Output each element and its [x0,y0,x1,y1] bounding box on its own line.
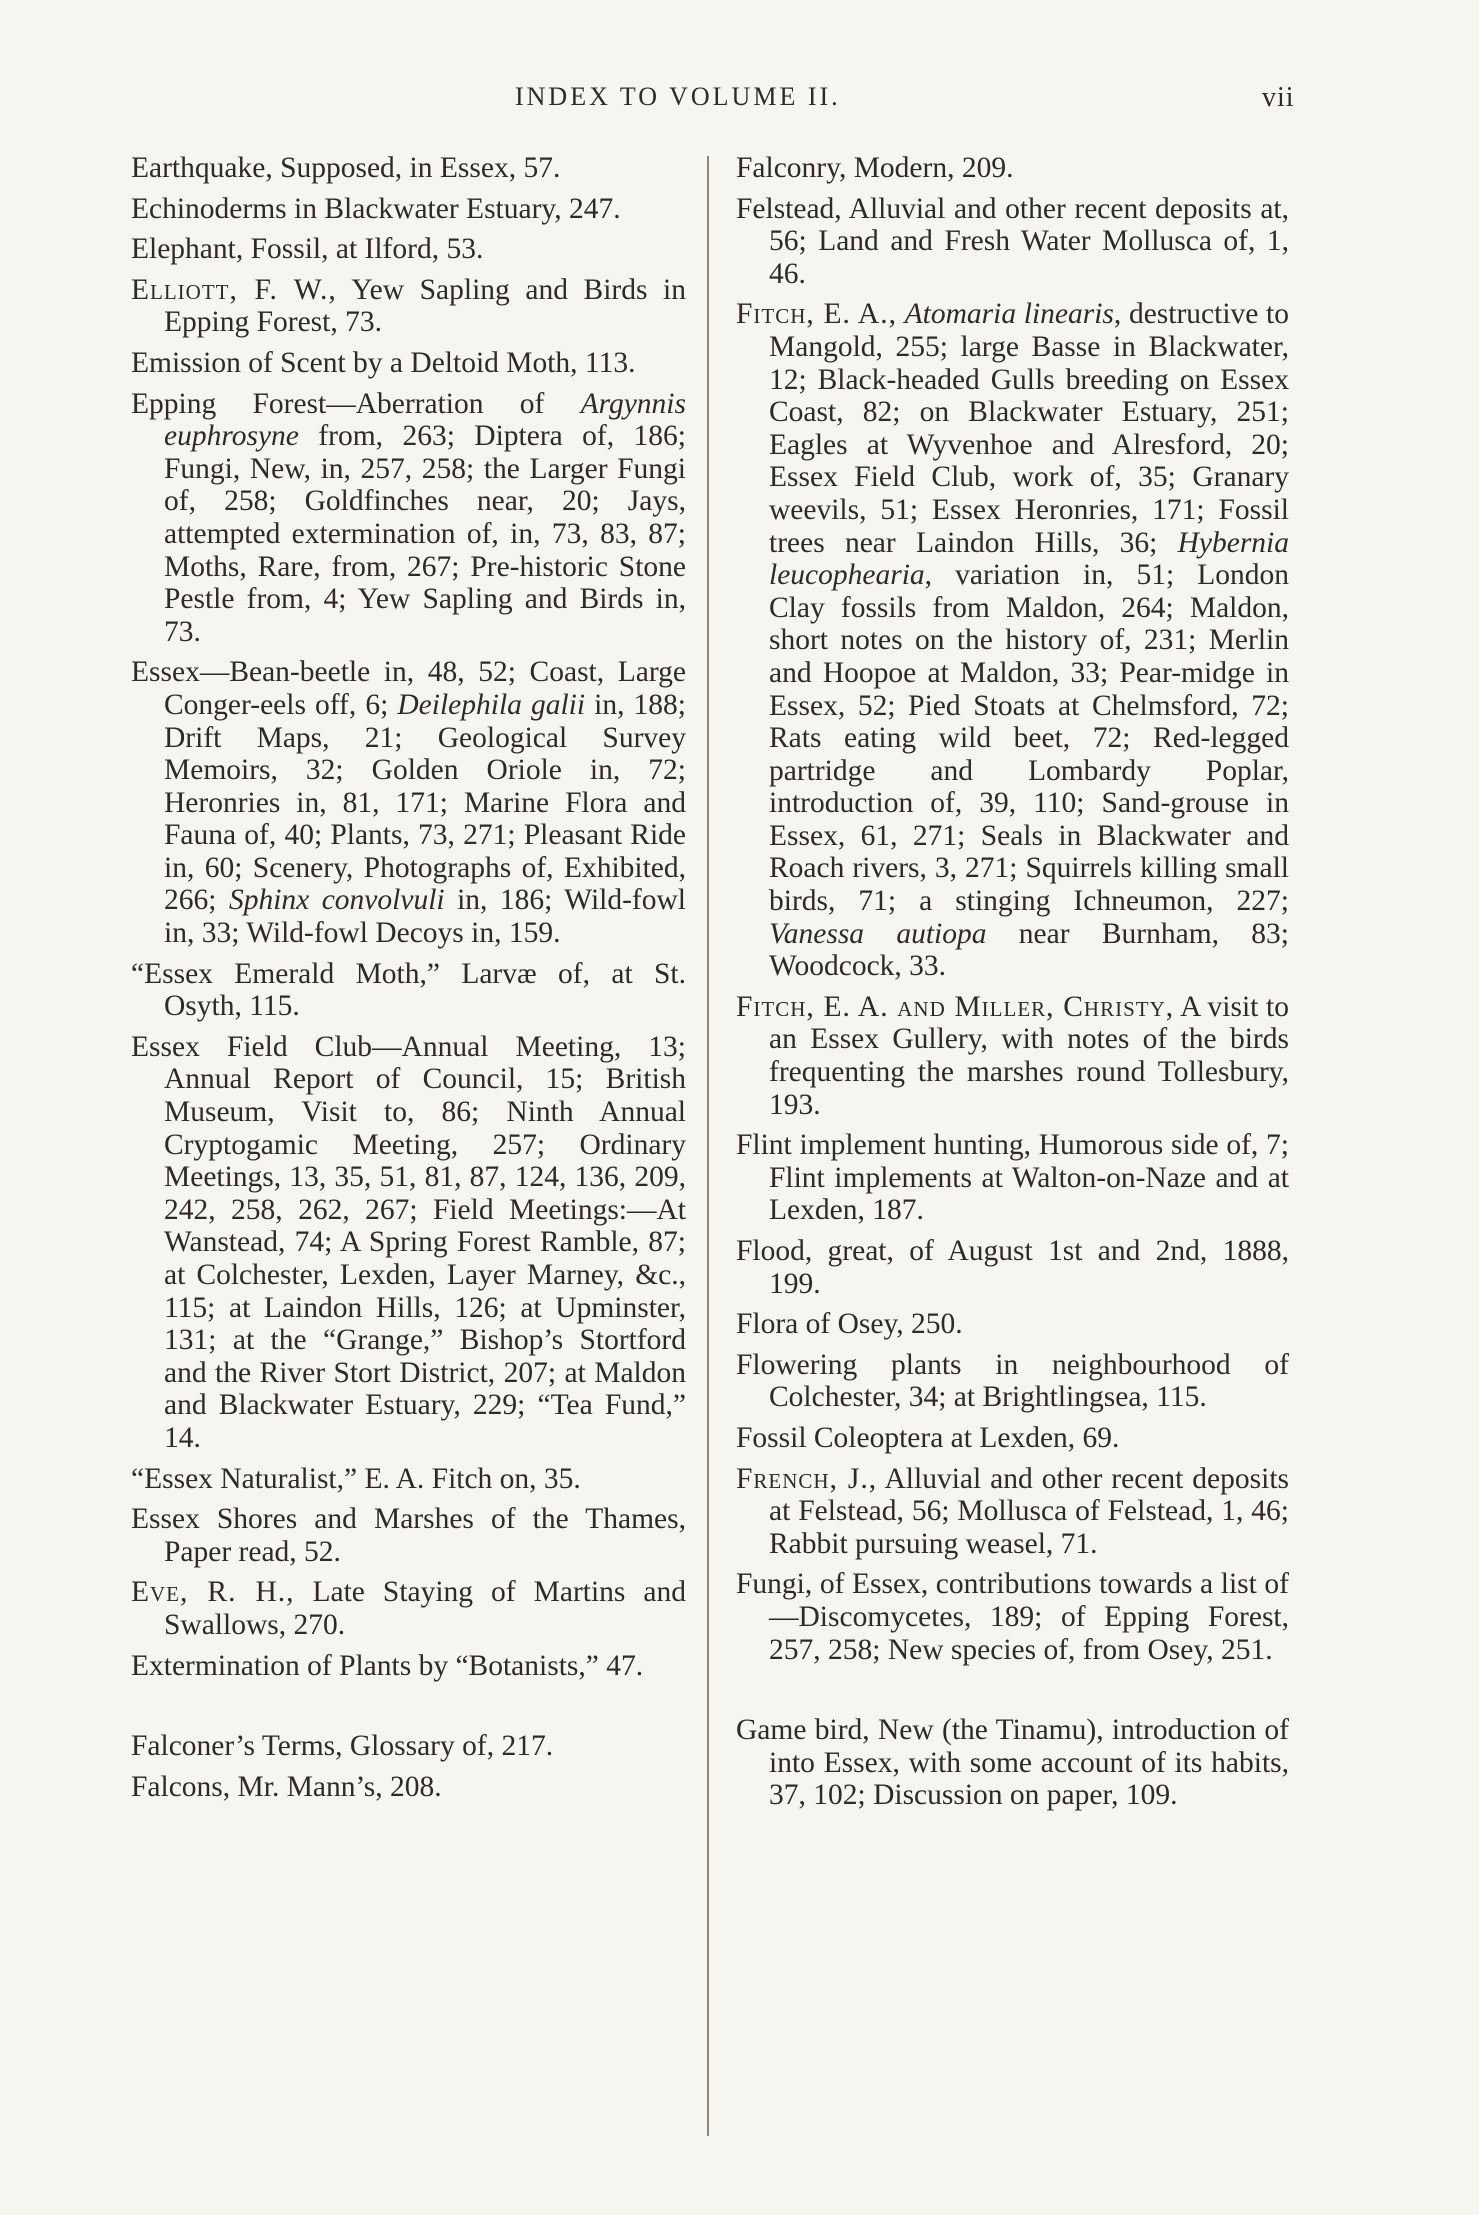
taxon-name: Atomaria linearis [904,298,1114,331]
author-name: Fitch, E. A. and Miller, Christy, [736,990,1175,1023]
taxon-name: Hybernia leucophearia [769,526,1289,592]
taxon-name: Vanessa autiopa [769,917,987,950]
index-column-left [131,152,686,1811]
author-name: French, J., [736,1462,878,1495]
index-entry-fungi: Fungi, of Essex, contributions towards a list of—Discomycetes, 189; of Epping Forest, 257, 258; New species of, from Osey, 251. [736,1568,1289,1666]
index-entry-falconers-terms: Falconer’s Terms, Glossary of, 217. [131,1730,554,1763]
letter-section-break [131,1690,686,1730]
taxon-name: Argynnis euphrosyne [164,387,686,453]
index-entry-elephant: Elephant, Fossil, at Ilford, 53. [131,233,484,266]
running-title: INDEX TO VOLUME II. [515,82,841,111]
index-entry-earthquake: Earthquake, Supposed, in Essex, 57. [131,152,561,184]
index-entry-fossil-coleoptera: Fossil Coleoptera at Lexden, 69. [736,1421,1120,1454]
index-entry-epping-forest: Epping Forest—Aberration of Argynnis euphrosyne from, 263; Diptera of, 186; Fungi, New, in, 257, 258; the Larger Fungi of, 258; Goldfinches near, 20; Jays, attempted extermination of, in, 73, 83, 87; Moths, Rare, from, 267; Pre-historic Stone Pestle from, 4; Yew Sapling and Birds in, 73. [131,387,686,648]
index-entry-game-bird: Game bird, New (the Tinamu), introduction of into Essex, with some account of its habits, 37, 102; Discussion on paper, 109. [736,1714,1289,1812]
index-entry-flood: Flood, great, of August 1st and 2nd, 1888, 199. [736,1235,1289,1300]
index-column-right [736,152,1289,1820]
index-entry-echinoderms: Echinoderms in Blackwater Estuary, 247. [131,192,621,225]
letter-section-break [736,1674,1289,1714]
author-name: Elliott, F. W., [131,273,337,306]
page-number: vii [1262,82,1295,113]
index-entry-extermination: Extermination of Plants by “Botanists,” 47. [131,1649,644,1682]
index-entry-falconry: Falconry, Modern, 209. [736,152,1014,184]
index-entry-eve: Eve, R. H., Late Staying of Martins and Swallows, 270. [131,1576,686,1641]
author-name: Fitch, E. A., [736,298,897,331]
index-entry-felstead: Felstead, Alluvial and other recent deposits at, 56; Land and Fresh Water Mollusca of, 1, 46. [736,192,1289,290]
author-name: Eve, R. H., [131,1576,295,1609]
index-entry-french: French, J., Alluvial and other recent deposits at Felstead, 56; Mollusca of Felstead, 1, 46; Rabbit pursuing weasel, 71. [736,1462,1289,1560]
taxon-name: Deilephila galii [397,688,586,721]
index-entry-flora-of-osey: Flora of Osey, 250. [736,1308,963,1341]
index-entry-essex: Essex—Bean-beetle in, 48, 52; Coast, Large Conger-eels off, 6; Deilephila galii in, 188; Drift Maps, 21; Geological Survey Memoirs, 32; Golden Oriole in, 72; Heronries in, 81, 171; Marine Flora and Fauna of, 40; Plants, 73, 271; Pleasant Ride in, 60; Scenery, Photographs of, Exhibited, 266; Sphinx convolvuli in, 186; Wild-fowl in, 33; Wild-fowl Decoys in, 159. [131,656,686,950]
index-entry-fitch: Fitch, E. A., Atomaria linearis, destructive to Mangold, 255; large Basse in Blackwater, 12; Black-headed Gulls breeding on Essex Coast, 82; on Blackwater Estuary, 251; Eagles at Wyvenhoe and Alresford, 20; Essex Field Club, work of, 35; Granary weevils, 51; Essex Heronries, 171; Fossil trees near Laindon Hills, 36; Hybernia leucophearia, variation in, 51; London Clay fossils from Maldon, 264; Maldon, short notes on the history of, 231; Merlin and Hoopoe at Maldon, 33; Pear-midge in Essex, 52; Pied Stoats at Chelmsford, 72; Rats eating wild beet, 72; Red-legged partridge and Lombardy Poplar, introduction of, 39, 110; Sand-grouse in Essex, 61, 271; Seals in Blackwater and Roach rivers, 3, 271; Squirrels killing small birds, 71; a stinging Ichneumon, 227; Vanessa autiopa near Burnham, 83; Woodcock, 33. [736,298,1290,983]
index-entry-falcons: Falcons, Mr. Mann’s, 208. [131,1770,442,1803]
taxon-name: Sphinx convolvuli [228,884,445,917]
index-entry-essex-shores: Essex Shores and Marshes of the Thames, Paper read, 52. [131,1503,686,1568]
running-head [0,82,1479,122]
index-entry-elliott: Elliott, F. W., Yew Sapling and Birds in Epping Forest, 73. [131,273,686,339]
column-divider [707,156,709,2136]
index-entry-essex-naturalist: “Essex Naturalist,” E. A. Fitch on, 35. [131,1462,581,1495]
index-entry-essex-field-club: Essex Field Club—Annual Meeting, 13; Annual Report of Council, 15; British Museum, Visit to, 86; Ninth Annual Cryptogamic Meeting, 257; Ordinary Meetings, 13, 35, 51, 81, 87, 124, 136, 209, 242, 258, 262, 267; Field Meetings:—At Wanstead, 74; A Spring Forest Ramble, 87; at Colchester, Lexden, Layer Marney, &c., 115; at Laindon Hills, 126; at Upminster, 131; at the “Grange,” Bishop’s Stortford and the River Stort District, 207; at Maldon and Blackwater Estuary, 229; “Tea Fund,” 14. [131,1030,686,1454]
index-entry-fitch-and-miller: Fitch, E. A. and Miller, Christy, A visit to an Essex Gullery, with notes of the birds frequenting the marshes round Tollesbury, 193. [736,990,1289,1121]
index-entry-emission-of-scent: Emission of Scent by a Deltoid Moth, 113. [131,346,636,379]
index-entry-flint-implement: Flint implement hunting, Humorous side of, 7; Flint implements at Walton-on-Naze and at Lexden, 187. [736,1129,1289,1227]
index-entry-flowering-plants: Flowering plants in neighbourhood of Colchester, 34; at Brightlingsea, 115. [736,1348,1289,1414]
index-entry-essex-emerald-moth: “Essex Emerald Moth,” Larvæ of, at St. Osyth, 115. [131,957,686,1023]
